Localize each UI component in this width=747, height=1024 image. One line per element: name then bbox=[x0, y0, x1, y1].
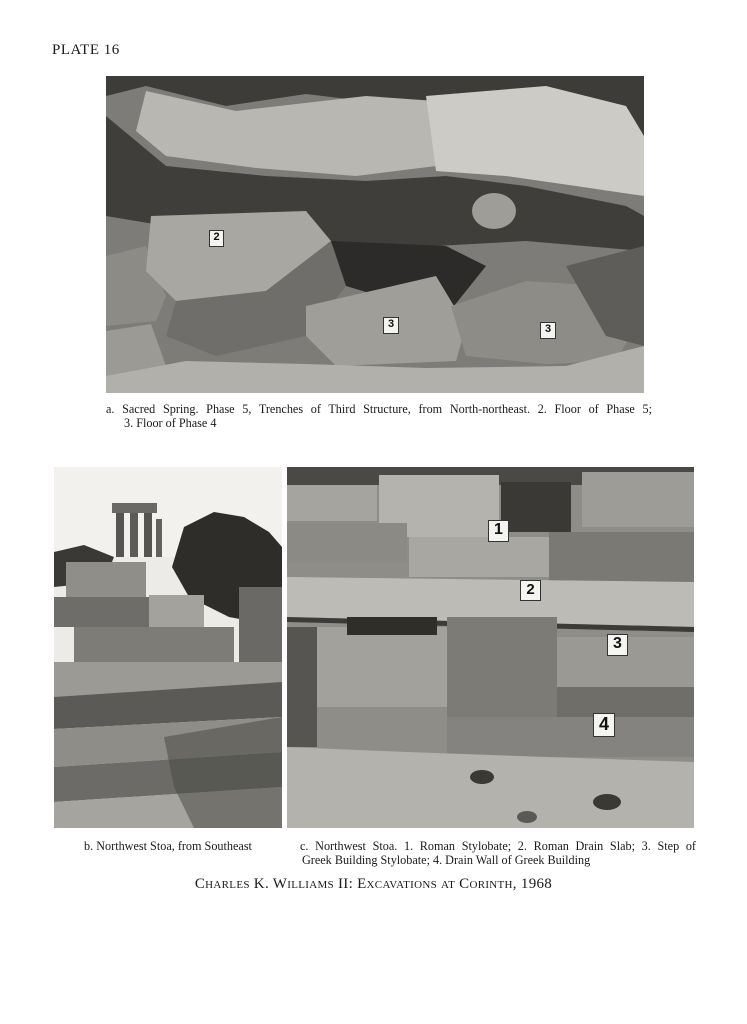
photo-northwest-stoa-image bbox=[54, 467, 282, 828]
photo-sacred-spring-image bbox=[106, 76, 644, 393]
marker-2: 2 bbox=[520, 580, 541, 601]
caption-a-line1: a. Sacred Spring. Phase 5, Trenches of Third Structure, from North-northeast. 2. Floor of Phase 5; bbox=[106, 402, 652, 416]
caption-c bbox=[300, 839, 696, 867]
caption-a bbox=[106, 402, 652, 430]
marker-3: 3 bbox=[383, 317, 399, 334]
caption-c-line2: Greek Building Stylobate; 4. Drain Wall of Greek Building bbox=[302, 853, 591, 867]
marker-1: 1 bbox=[488, 520, 509, 542]
photo-northwest-stoa-southeast bbox=[54, 467, 282, 828]
marker-3: 3 bbox=[540, 322, 556, 339]
caption-c-line1: c. Northwest Stoa. 1. Roman Stylobate; 2. Roman Drain Slab; 3. Step of bbox=[300, 839, 696, 853]
photo-northwest-stoa-detail bbox=[287, 467, 694, 828]
caption-a-line2: 3. Floor of Phase 4 bbox=[124, 416, 217, 430]
marker-4: 4 bbox=[593, 713, 615, 737]
marker-3: 3 bbox=[607, 634, 628, 656]
marker-2: 2 bbox=[209, 230, 224, 247]
caption-b: b. Northwest Stoa, from Southeast bbox=[84, 839, 252, 853]
plate-label: PLATE 16 bbox=[52, 42, 120, 58]
photo-sacred-spring bbox=[106, 76, 644, 393]
author-credit: Charles K. Williams II: Excavations at Corinth, 1968 bbox=[194, 876, 553, 892]
